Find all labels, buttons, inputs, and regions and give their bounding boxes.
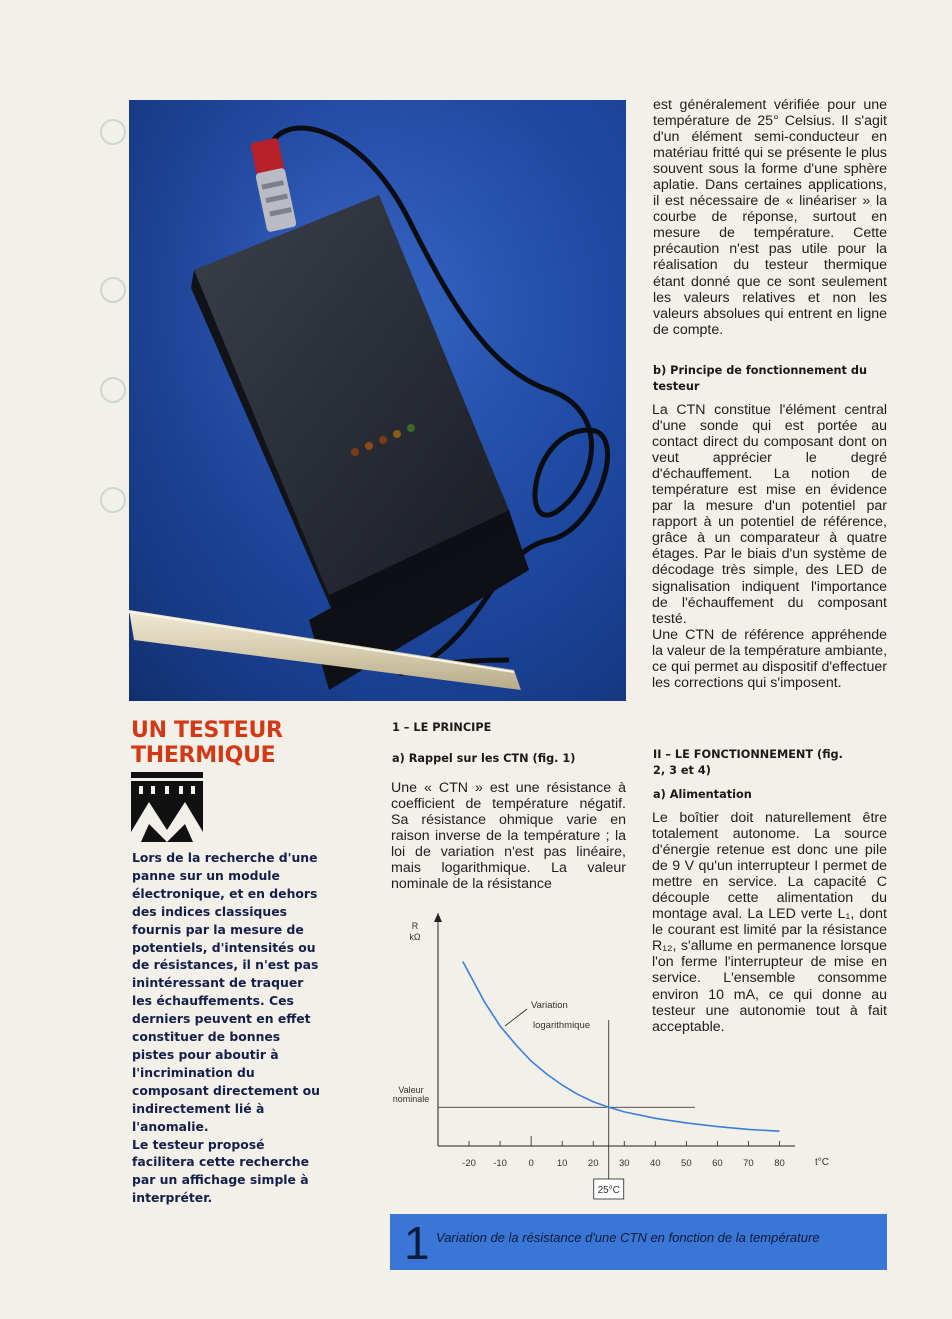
paragraph: La CTN constitue l'élément central d'une sonde qui est portée au contact direct du composant dont on veut apprécier le degré d'échauffement. La notion de température est mise en évidence par la mesure d'un potentiel par rapport à un potentiel de référence, grâce à un comparateur à quatre étages. Par le biais d'un système de décodage très simple, des LED de signalisation indiquent l'importance de l'échauffement du composant testé. xyxy=(652,402,887,627)
y-axis-unit-label: kΩ xyxy=(409,932,421,942)
subsection-heading-alimentation: a) Alimentation xyxy=(653,788,752,801)
figure-caption-bar xyxy=(390,1214,887,1270)
text-principe-fonctionnement xyxy=(652,402,887,691)
x-tick-label: 50 xyxy=(681,1158,692,1169)
ctn-resistance-chart xyxy=(385,905,845,1205)
paragraph: Une CTN de référence appréhende la valeur de la température ambiante, ce qui permet au dispositif d'effectuer les corrections qui s'imposent. xyxy=(652,626,888,691)
y-axis-label: R xyxy=(411,921,419,931)
article-title-line1: UN TESTEUR xyxy=(131,718,283,743)
x-tick-label: 10 xyxy=(556,1158,568,1169)
curve-annotation-line1: Variation xyxy=(531,1000,568,1011)
tester-photo-drawing xyxy=(129,100,626,701)
paragraph: Le boîtier doit naturellement être totalement autonome. La source d'énergie retenue est donc une pile de 9 V qu'un interrupteur I permet de mettre en service. La capacité C découple cette alimentation du montage aval. La LED verte L₁, dont le courant est limité par la résistance R₁₂, s'allume en permanence lorsque l'on ferme l'interrupteur de mise en service. L'ensemble consomme environ 10 mA, ce qui donne au testeur une autonomie tout à fait acceptable. xyxy=(652,810,887,1035)
annotation-pointer xyxy=(505,1009,527,1026)
section-heading-principe: 1 – LE PRINCIPE xyxy=(392,721,492,734)
x-tick-label: 40 xyxy=(650,1158,661,1169)
ctn-curve xyxy=(463,962,780,1132)
x-tick-label: -20 xyxy=(462,1158,476,1169)
x-tick-label: -10 xyxy=(493,1158,507,1169)
article-title-line2: THERMIQUE xyxy=(131,743,276,768)
curve-annotation-line2: logarithmique xyxy=(533,1020,591,1031)
x-tick-label: 0 xyxy=(528,1158,534,1169)
tester-photo xyxy=(129,100,626,701)
paragraph: Une « CTN » est une résistance à coefficient de température négatif. Sa résistance ohmique varie en raison inverse de la température ; la loi de variation n'est pas linéaire, mais logarithmique. La valeur nominale de la résistance xyxy=(391,780,626,893)
article-intro xyxy=(132,849,324,1207)
x-tick-label: 20 xyxy=(587,1158,599,1169)
text-rappel-ctn xyxy=(391,780,626,892)
figure-number: 1 xyxy=(404,1217,430,1269)
intro-paragraph: Lors de la recherche d'une panne sur un module électronique, et en dehors des indices classiques fournis par la mesure de potentiels, d'intensités ou de résistances, il n'est pas inintéressant de traquer les échauffements. Ces derniers peuvent en effet constituer de bonnes pistes pour aboutir à l'incrimination du composant directement ou indirectement lié à l'anomalie. xyxy=(132,850,320,1134)
margin-schematic-decor xyxy=(96,110,130,530)
x-axis-label: t°C xyxy=(815,1157,829,1168)
intro-paragraph-2: Le testeur proposé facilitera cette recherche par un affichage simple à interpréter. xyxy=(132,1136,310,1206)
text-right-top xyxy=(653,97,887,338)
article-title xyxy=(131,718,331,768)
subsection-heading-principe-fonctionnement: b) Principe de fonctionnement du testeur xyxy=(653,364,868,393)
25c-marker-label: 25°C xyxy=(597,1185,620,1196)
x-tick-label: 70 xyxy=(743,1158,754,1169)
nominal-annotation-line1: Valeur xyxy=(398,1085,424,1095)
paragraph: est généralement vérifiée pour une température de 25° Celsius. Il s'agit d'un élément semi-conducteur en matériau fritté qui se présente le plus souvent sous la forme d'une sphère aplatie. Dans certaines applications, il est nécessaire de « linéariser » la courbe de réponse, surtout en mesure de température. Cette précaution n'est pas utile pour la réalisation du testeur thermique étant donné que ce sont seulement les valeurs relatives et non les valeurs absolues qui entrent en ligne de compte. xyxy=(653,97,887,338)
nominal-annotation-line2: nominale xyxy=(392,1094,430,1104)
rubric-logo-icon xyxy=(131,772,203,842)
y-axis-arrow-icon xyxy=(434,913,442,922)
x-tick-label: 80 xyxy=(774,1158,785,1169)
x-tick-label: 60 xyxy=(712,1158,723,1169)
figure-caption: Variation de la résistance d'une CTN en fonction de la température xyxy=(436,1230,820,1245)
subsection-heading-rappel: a) Rappel sur les CTN (fig. 1) xyxy=(392,752,576,765)
section-heading-fonctionnement: II – LE FONCTIONNEMENT (fig. 2, 3 et 4) xyxy=(653,748,843,777)
x-tick-label: 30 xyxy=(618,1158,630,1169)
